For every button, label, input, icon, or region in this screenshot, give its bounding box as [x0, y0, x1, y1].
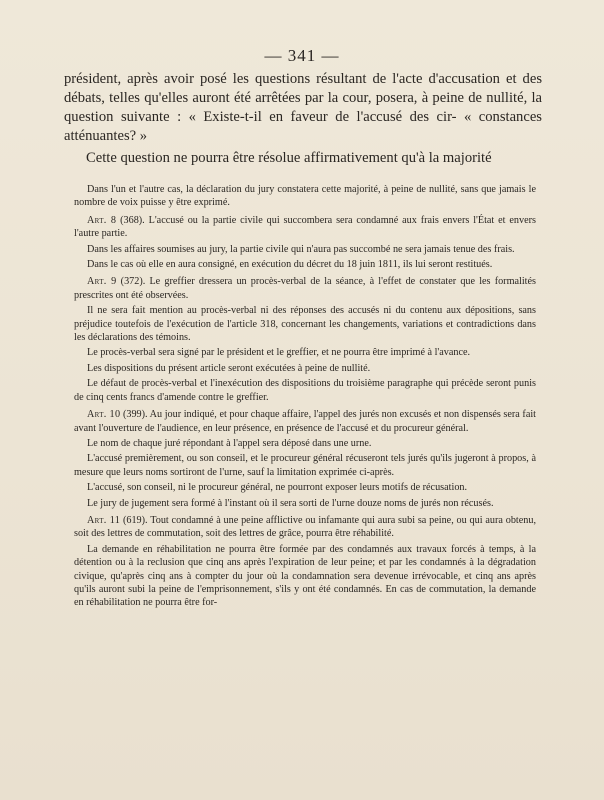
- paragraph: Art. 10 (399). Au jour indiqué, et pour chaque affaire, l'appel des jurés non excusés et non dispensés sera fait avant l'ouverture de l'audience, en leur présence, en présence de l'accusé et du procureur général.: [74, 409, 537, 434]
- paragraph: Le défaut de procès-verbal et l'inexécution des dispositions du troisième paragraphe qui précède seront punis de cinq cents francs d'amende contre le greffier.: [74, 378, 536, 403]
- article-label: Art. 10: [87, 409, 121, 421]
- paragraph: Le jury de jugement sera formé à l'instant où il sera sorti de l'urne douze noms de jurés non récusés.: [87, 497, 494, 509]
- page-number: — 341 —: [264, 46, 340, 65]
- paragraph: Dans l'un et l'autre cas, la déclaration du jury constatera cette majorité, à peine de nullité, sans que jamais le nombre de voix puisse y être exprimé.: [74, 184, 536, 209]
- paragraph: L'accusé premièrement, ou son conseil, et le procureur général récuseront tels jurés qu'ils jugeront à propos, à mesure que leurs noms sortiront de l'urne, sauf la limitation exprimée ci-après.: [74, 453, 536, 478]
- paragraph: Il ne sera fait mention au procès-verbal ni des réponses des accusés ni du contenu aux dépositions, sans préjudice toutefois de l'exécution de l'article 318, concernant les changements, variations et contradictions dans les déclarations des témoins.: [74, 305, 536, 344]
- lead-text: [64, 70, 542, 168]
- article-body: [74, 183, 536, 612]
- paragraph: Art. 11 (619). Tout condamné à une peine afflictive ou infamante qui aura subi sa peine, ou qui aura obtenu, soit des lettres de commutation, soit des lettres de grâce, pourra être réhabilité.: [74, 514, 536, 540]
- paragraph: Le procès-verbal sera signé par le président et le greffier, et ne pourra être imprimé à l'avance.: [87, 347, 471, 359]
- paragraph: Dans les affaires soumises au jury, la partie civile qui n'aura pas succombé ne sera jamais tenue des frais.: [87, 243, 515, 255]
- paragraph: La demande en réhabilitation ne pourra être formée par des condamnés aux travaux forcés à temps, à la détention ou à la reclusion que cinq ans après l'expiration de leur peine; et par les condamnés à la dégradation civique, qu'après cinq ans à compter du jour où la condamnation sera devenue irrévocable, et cinq ans après qu'ils auront subi la peine de l'emprisonnement, s'ils y ont été condamnés. En cas de commutation, la demande en réhabilitation ne pourra être for-: [74, 543, 536, 609]
- article-label: Art. 9: [87, 276, 117, 288]
- lead-paragraph: président, après avoir posé les questions résultant de l'acte d'accusation et des débats, telles qu'elles auront été arrêtées par la cour, posera, à peine de nullité, la question suivante : « Existe-t-il en faveur de l'accusé des cir- « constances atténuantes? »: [64, 71, 542, 144]
- paragraph: Les dispositions du présent article seront exécutées à peine de nullité.: [87, 362, 371, 374]
- paragraph: Art. 8 (368). L'accusé ou la partie civile qui succombera sera condamné aux frais envers l'État et envers l'autre partie.: [74, 214, 536, 240]
- paragraph: Dans le cas où elle en aura consigné, en exécution du décret du 18 juin 1811, ils lui seront restitués.: [87, 259, 493, 271]
- paragraph: L'accusé, son conseil, ni le procureur général, ne pourront exposer leurs motifs de récusation.: [87, 482, 468, 494]
- lead-paragraph: Cette question ne pourra être résolue affirmativement qu'à la majorité: [86, 150, 492, 166]
- paragraph: Le nom de chaque juré répondant à l'appel sera déposé dans une urne.: [87, 437, 372, 449]
- paragraph: Art. 9 (372). Le greffier dressera un procès-verbal de la séance, à l'effet de constater que les formalités prescrites ont été observées.: [74, 276, 536, 301]
- article-label: Art. 11: [87, 514, 121, 526]
- article-label: Art. 8: [87, 214, 117, 226]
